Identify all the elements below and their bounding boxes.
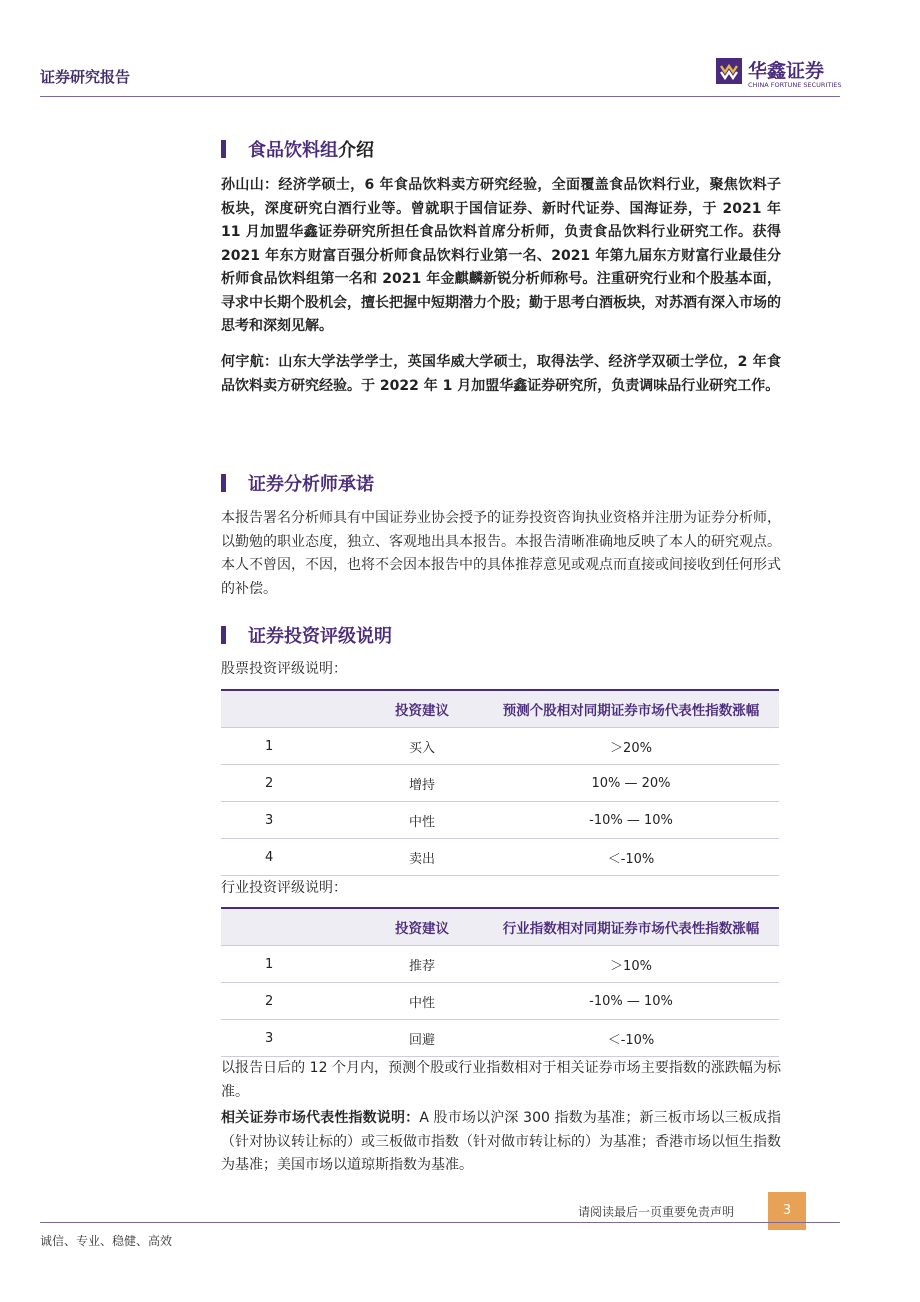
table-cell: ＜-10%	[483, 839, 779, 876]
table-row	[221, 983, 779, 1020]
rating-period-note: 以报告日后的 12 个月内，预测个股或行业指数相对于相关证券市场主要指数的涨跌幅为标准。	[221, 1060, 781, 1100]
table-cell: 3	[221, 1020, 361, 1057]
page-number-badge: 3	[768, 1192, 806, 1230]
table-cell: 卖出	[361, 839, 483, 876]
footer-disclaimer: 请阅读最后一页重要免责声明	[578, 1205, 735, 1219]
table-cell: 10% — 20%	[483, 765, 779, 802]
company-logo	[716, 56, 846, 92]
table-header-cell: 投资建议	[361, 908, 483, 946]
table-cell: 2	[221, 983, 361, 1020]
table-cell: 推荐	[361, 946, 483, 983]
benchmark-index-text: A 股市场以沪深 300 指数为基准；新三板市场以三板成指（针对协议转让标的）或三板做市指数（针对做市转让标的）为基准；香港市场以恒生指数为基准；美国市场以道琼斯指数为基准。	[221, 1110, 781, 1173]
section-marker	[221, 626, 226, 644]
table-cell: 1	[221, 946, 361, 983]
table-header-row	[221, 690, 779, 728]
table-row	[221, 802, 779, 839]
footer-motto: 诚信、专业、稳健、高效	[40, 1234, 173, 1248]
stock-rating-caption: 股票投资评级说明：	[221, 661, 347, 677]
table-cell: 3	[221, 802, 361, 839]
benchmark-index-lead: 相关证券市场代表性指数说明：	[221, 1110, 420, 1126]
table-header-cell: 行业指数相对同期证券市场代表性指数涨幅	[483, 908, 779, 946]
table-cell: ＜-10%	[483, 1020, 779, 1057]
rating-heading-text: 证券投资评级说明	[248, 626, 392, 647]
table-header-cell: 预测个股相对同期证券市场代表性指数涨幅	[483, 690, 779, 728]
table-cell: 回避	[361, 1020, 483, 1057]
section-marker	[221, 140, 226, 158]
logo-chinese-name: 华鑫证券	[748, 60, 825, 82]
table-cell: 中性	[361, 983, 483, 1020]
table-cell: ＞20%	[483, 728, 779, 765]
table-row	[221, 765, 779, 802]
table-header-row	[221, 908, 779, 946]
table-row	[221, 946, 779, 983]
table-cell: 1	[221, 728, 361, 765]
table-cell: -10% — 10%	[483, 802, 779, 839]
table-row	[221, 1020, 779, 1057]
table-cell: ＞10%	[483, 946, 779, 983]
table-row	[221, 728, 779, 765]
report-type-label: 证券研究报告	[40, 68, 131, 86]
industry-rating-table	[221, 907, 779, 1057]
table-cell: 买入	[361, 728, 483, 765]
table-cell: -10% — 10%	[483, 983, 779, 1020]
table-cell: 中性	[361, 802, 483, 839]
table-header-cell: 投资建议	[361, 690, 483, 728]
table-cell: 2	[221, 765, 361, 802]
table-cell: 增持	[361, 765, 483, 802]
table-header-cell	[221, 690, 361, 728]
commitment-paragraph: 本报告署名分析师具有中国证券业协会授予的证券投资咨询执业资格并注册为证券分析师，以勤勉的职业态度，独立、客观地出具本报告。本报告清晰准确地反映了本人的研究观点。本人不曾因，不因，也将不会因本报告中的具体推荐意见或观点而直接或间接收到任何形式的补偿。	[221, 510, 781, 597]
logo-mark-icon	[716, 58, 742, 84]
analyst-bio-he: 何宇航：山东大学法学学士，英国华威大学硕士，取得法学、经济学双硕士学位，2 年食品饮料卖方研究经验。于 2022 年 1 月加盟华鑫证券研究所，负责调味品行业研究工作。	[221, 354, 781, 394]
footer-divider	[40, 1222, 840, 1223]
logo-english-name: CHINA FORTUNE SECURITIES	[748, 81, 842, 89]
table-cell: 4	[221, 839, 361, 876]
intro-heading-text	[248, 136, 374, 162]
intro-heading-rest: 介绍	[338, 140, 374, 161]
stock-rating-table	[221, 689, 779, 876]
analyst-bio-sun: 孙山山：经济学硕士，6 年食品饮料卖方研究经验，全面覆盖食品饮料行业，聚焦饮料子板块，深度研究白酒行业等。曾就职于国信证券、新时代证券、国海证券，于 2021 年 11 月加盟华鑫证券研究所担任食品饮料首席分析师，负责食品饮料行业研究工作。获得 2021 年东方财富百强分析师食品饮料行业第一名、2021 年第九届东方财富行业最佳分析师食品饮料组第一名和 2021 年金麒麟新锐分析师称号。注重研究行业和个股基本面，寻求中长期个股机会，擅长把握中短期潜力个股；勤于思考白酒板块，对苏酒有深入市场的思考和深刻见解。	[221, 177, 781, 334]
benchmark-index-note	[221, 1107, 781, 1178]
header-divider	[40, 96, 840, 97]
commitment-heading-text: 证券分析师承诺	[248, 474, 374, 495]
table-row	[221, 839, 779, 876]
intro-heading-accent: 食品饮料组	[248, 140, 338, 161]
industry-rating-caption: 行业投资评级说明：	[221, 880, 347, 896]
section-marker	[221, 474, 226, 492]
table-header-cell	[221, 908, 361, 946]
